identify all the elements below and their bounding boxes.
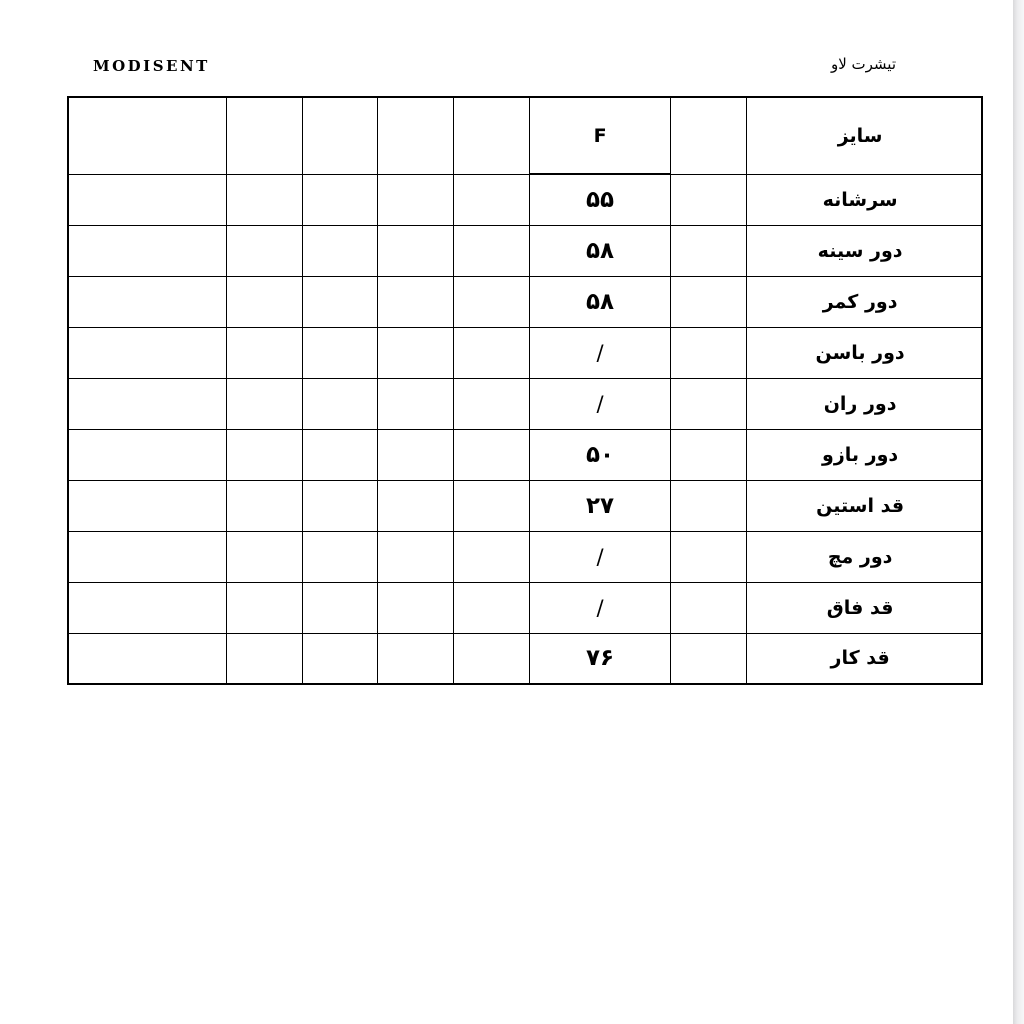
empty-cell [453, 276, 529, 327]
measurement-value: ۲۷ [529, 480, 670, 531]
measurement-label: دور سینه [747, 225, 982, 276]
empty-cell [453, 225, 529, 276]
measurement-label: دور کمر [747, 276, 982, 327]
page-edge-shadow [1013, 0, 1024, 1024]
empty-cell [68, 582, 226, 633]
empty-cell [302, 97, 377, 174]
empty-cell [671, 225, 747, 276]
empty-cell [453, 327, 529, 378]
table-row [68, 327, 982, 378]
empty-cell [226, 531, 302, 582]
empty-cell [453, 378, 529, 429]
empty-cell [302, 429, 377, 480]
empty-cell [302, 225, 377, 276]
empty-cell [671, 378, 747, 429]
empty-cell [377, 276, 453, 327]
measurement-value: ۷۶ [529, 633, 670, 684]
measurement-value: ۵۸ [529, 225, 670, 276]
measurement-value: ۵۰ [529, 429, 670, 480]
empty-cell [302, 582, 377, 633]
empty-cell [671, 582, 747, 633]
empty-cell [226, 97, 302, 174]
measurement-value: / [529, 531, 670, 582]
empty-cell [226, 378, 302, 429]
measurement-label: دور ران [747, 378, 982, 429]
empty-cell [302, 531, 377, 582]
empty-cell [377, 480, 453, 531]
empty-cell [377, 174, 453, 225]
empty-cell [68, 378, 226, 429]
empty-cell [453, 429, 529, 480]
table-header-row [68, 97, 982, 174]
empty-cell [226, 582, 302, 633]
empty-cell [671, 531, 747, 582]
measurement-label: قد فاق [747, 582, 982, 633]
empty-cell [377, 327, 453, 378]
measurement-label: قد استین [747, 480, 982, 531]
empty-cell [68, 531, 226, 582]
table-row [68, 429, 982, 480]
empty-cell [302, 174, 377, 225]
table-row [68, 276, 982, 327]
empty-cell [671, 327, 747, 378]
empty-cell [68, 276, 226, 327]
empty-cell [671, 174, 747, 225]
table-row [68, 174, 982, 225]
empty-cell [671, 429, 747, 480]
measurement-label: دور بازو [747, 429, 982, 480]
empty-cell [226, 480, 302, 531]
measurement-value: / [529, 378, 670, 429]
empty-cell [226, 276, 302, 327]
empty-cell [226, 225, 302, 276]
size-column-header: F [529, 97, 670, 174]
table-row [68, 582, 982, 633]
product-title: تیشرت لاو [830, 55, 896, 73]
empty-cell [226, 633, 302, 684]
empty-cell [226, 327, 302, 378]
empty-cell [453, 582, 529, 633]
table-row [68, 225, 982, 276]
measurement-value: / [529, 327, 670, 378]
empty-cell [377, 582, 453, 633]
empty-cell [671, 480, 747, 531]
table-row [68, 480, 982, 531]
size-header-label: سایز [747, 97, 982, 174]
measurement-value: ۵۵ [529, 174, 670, 225]
measurement-label: سرشانه [747, 174, 982, 225]
empty-cell [671, 276, 747, 327]
measurement-label: دور مچ [747, 531, 982, 582]
empty-cell [68, 480, 226, 531]
empty-cell [68, 327, 226, 378]
measurement-value: ۵۸ [529, 276, 670, 327]
empty-cell [68, 97, 226, 174]
empty-cell [377, 429, 453, 480]
empty-cell [453, 531, 529, 582]
empty-cell [68, 225, 226, 276]
empty-cell [453, 97, 529, 174]
empty-cell [68, 633, 226, 684]
empty-cell [302, 480, 377, 531]
measurement-label: دور باسن [747, 327, 982, 378]
empty-cell [453, 633, 529, 684]
empty-cell [68, 174, 226, 225]
empty-cell [302, 378, 377, 429]
empty-cell [671, 97, 747, 174]
brand-name: MODISENT [93, 57, 210, 75]
empty-cell [226, 429, 302, 480]
size-chart-table [67, 96, 983, 685]
empty-cell [377, 225, 453, 276]
empty-cell [377, 97, 453, 174]
table-row [68, 378, 982, 429]
empty-cell [671, 633, 747, 684]
empty-cell [68, 429, 226, 480]
empty-cell [377, 633, 453, 684]
table-row [68, 633, 982, 684]
empty-cell [226, 174, 302, 225]
empty-cell [377, 378, 453, 429]
empty-cell [377, 531, 453, 582]
empty-cell [302, 633, 377, 684]
empty-cell [453, 480, 529, 531]
empty-cell [302, 276, 377, 327]
table-row [68, 531, 982, 582]
measurement-label: قد کار [747, 633, 982, 684]
empty-cell [302, 327, 377, 378]
empty-cell [453, 174, 529, 225]
measurement-value: / [529, 582, 670, 633]
